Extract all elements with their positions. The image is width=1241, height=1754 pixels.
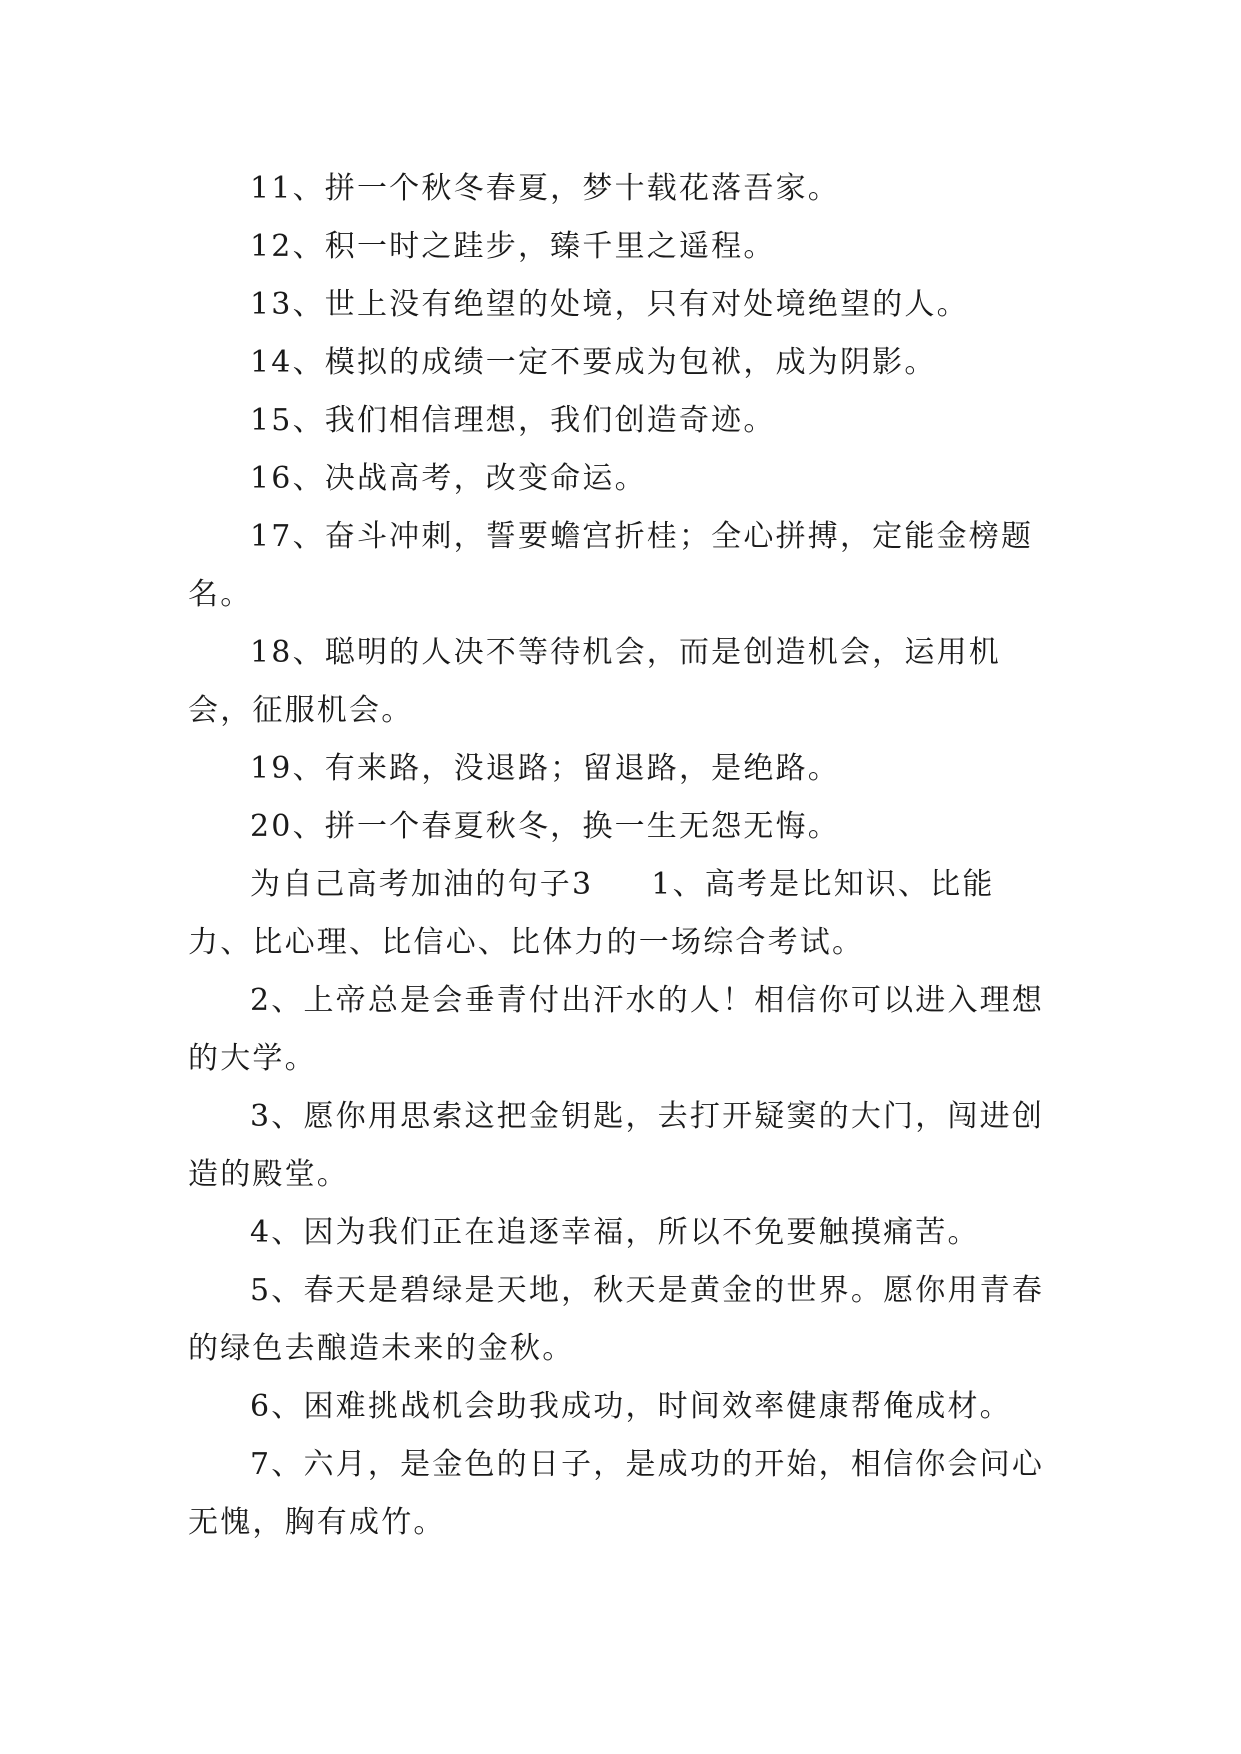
document-body <box>188 160 1053 1552</box>
paragraph-item-11: 11、拼一个秋冬春夏，梦十载花落吾家。 <box>250 171 840 206</box>
paragraph-item-12: 12、积一时之跬步，臻千里之遥程。 <box>250 229 776 264</box>
section-heading: 为自己高考加油的句子3 <box>250 867 594 902</box>
paragraph-item-7: 7、六月，是金色的日子，是成功的开始，相信你会问心无愧，胸有成竹。 <box>188 1447 1045 1540</box>
paragraph-item-14: 14、模拟的成绩一定不要成为包袱，成为阴影。 <box>250 345 937 380</box>
paragraph-item-2: 2、上帝总是会垂青付出汗水的人！相信你可以进入理想的大学。 <box>188 983 1045 1076</box>
paragraph-item-19: 19、有来路，没退路；留退路，是绝路。 <box>250 751 840 786</box>
paragraph-item-13: 13、世上没有绝望的处境，只有对处境绝望的人。 <box>250 287 969 322</box>
section-first-item: 1、高考是比知识、比能力、比心理、比信心、比体力的一场综合考试。 <box>188 867 995 960</box>
paragraph-item-18: 18、聪明的人决不等待机会，而是创造机会，运用机会，征服机会。 <box>188 635 1001 728</box>
paragraph-item-4: 4、因为我们正在追逐幸福，所以不免要触摸痛苦。 <box>250 1215 980 1250</box>
paragraph-item-16: 16、决战高考，改变命运。 <box>250 461 647 496</box>
paragraph-item-20: 20、拼一个春夏秋冬，换一生无怨无悔。 <box>250 809 840 844</box>
paragraph-item-15: 15、我们相信理想，我们创造奇迹。 <box>250 403 776 438</box>
section-paragraph <box>188 856 1053 972</box>
paragraph-item-5: 5、春天是碧绿是天地，秋天是黄金的世界。愿你用青春的绿色去酿造未来的金秋。 <box>188 1273 1045 1366</box>
paragraph-item-17: 17、奋斗冲刺，誓要蟾宫折桂；全心拼搏，定能金榜题名。 <box>188 519 1034 612</box>
paragraph-item-3: 3、愿你用思索这把金钥匙，去打开疑窦的大门，闯进创造的殿堂。 <box>188 1099 1045 1192</box>
paragraph-item-6: 6、困难挑战机会助我成功，时间效率健康帮俺成材。 <box>250 1389 1012 1424</box>
